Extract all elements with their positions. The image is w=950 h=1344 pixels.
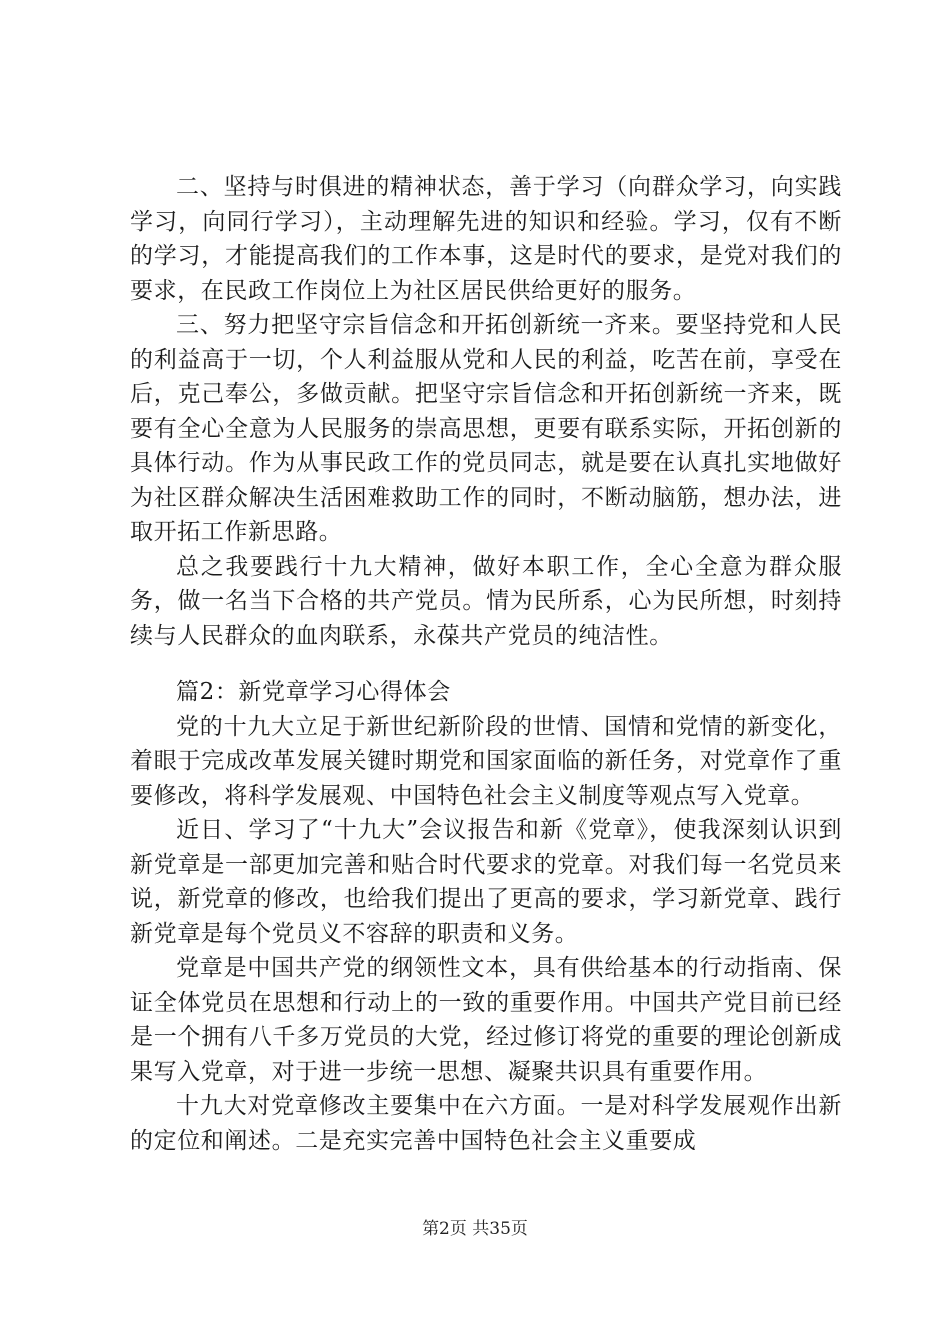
section-heading: 篇2：新党章学习心得体会 (176, 679, 451, 705)
document-body (130, 170, 842, 1158)
paragraph: 二、坚持与时俱进的精神状态，善于学习（向群众学习，向实践学习，向同行学习），主动理解先进的知识和经验。学习，仅有不断的学习，才能提高我们的工作本事，这是时代的要求，是党对我们的要求，在民政工作岗位上为社区居民供给更好的服务。 (130, 174, 842, 304)
paragraph: 近日、学习了“十九大”会议报告和新《党章》，使我深刻认识到新党章是一部更加完善和贴合时代要求的党章。对我们每一名党员来说，新党章的修改，也给我们提出了更高的要求，学习新党章、践行新党章是每个党员义不容辞的职责和义务。 (130, 817, 842, 947)
page-footer: 第2页 共35页 (422, 1219, 528, 1239)
paragraph: 十九大对党章修改主要集中在六方面。一是对科学发展观作出新的定位和阐述。二是充实完善中国特色社会主义重要成 (130, 1093, 842, 1154)
paragraph: 三、努力把坚守宗旨信念和开拓创新统一齐来。要坚持党和人民的利益高于一切，个人利益服从党和人民的利益，吃苦在前，享受在后，克己奉公，多做贡献。把坚守宗旨信念和开拓创新统一齐来，既要有全心全意为人民服务的崇高思想，更要有联系实际，开拓创新的具体行动。作为从事民政工作的党员同志，就是要在认真扎实地做好为社区群众解决生活困难救助工作的同时，不断动脑筋，想办法，进取开拓工作新思路。 (130, 312, 842, 545)
paragraph: 党的十九大立足于新世纪新阶段的世情、国情和党情的新变化，着眼于完成改革发展关键时期党和国家面临的新任务，对党章作了重要修改，将科学发展观、中国特色社会主义制度等观点写入党章。 (130, 713, 842, 809)
paragraph: 党章是中国共产党的纲领性文本，具有供给基本的行动指南、保证全体党员在思想和行动上的一致的重要作用。中国共产党目前已经是一个拥有八千多万党员的大党，经过修订将党的重要的理论创新成果写入党章，对于进一步统一思想、凝聚共识具有重要作用。 (130, 955, 842, 1085)
paragraph: 总之我要践行十九大精神，做好本职工作，全心全意为群众服务，做一名当下合格的共产党员。情为民所系，心为民所想，时刻持续与人民群众的血肉联系，永葆共产党员的纯洁性。 (130, 553, 842, 649)
